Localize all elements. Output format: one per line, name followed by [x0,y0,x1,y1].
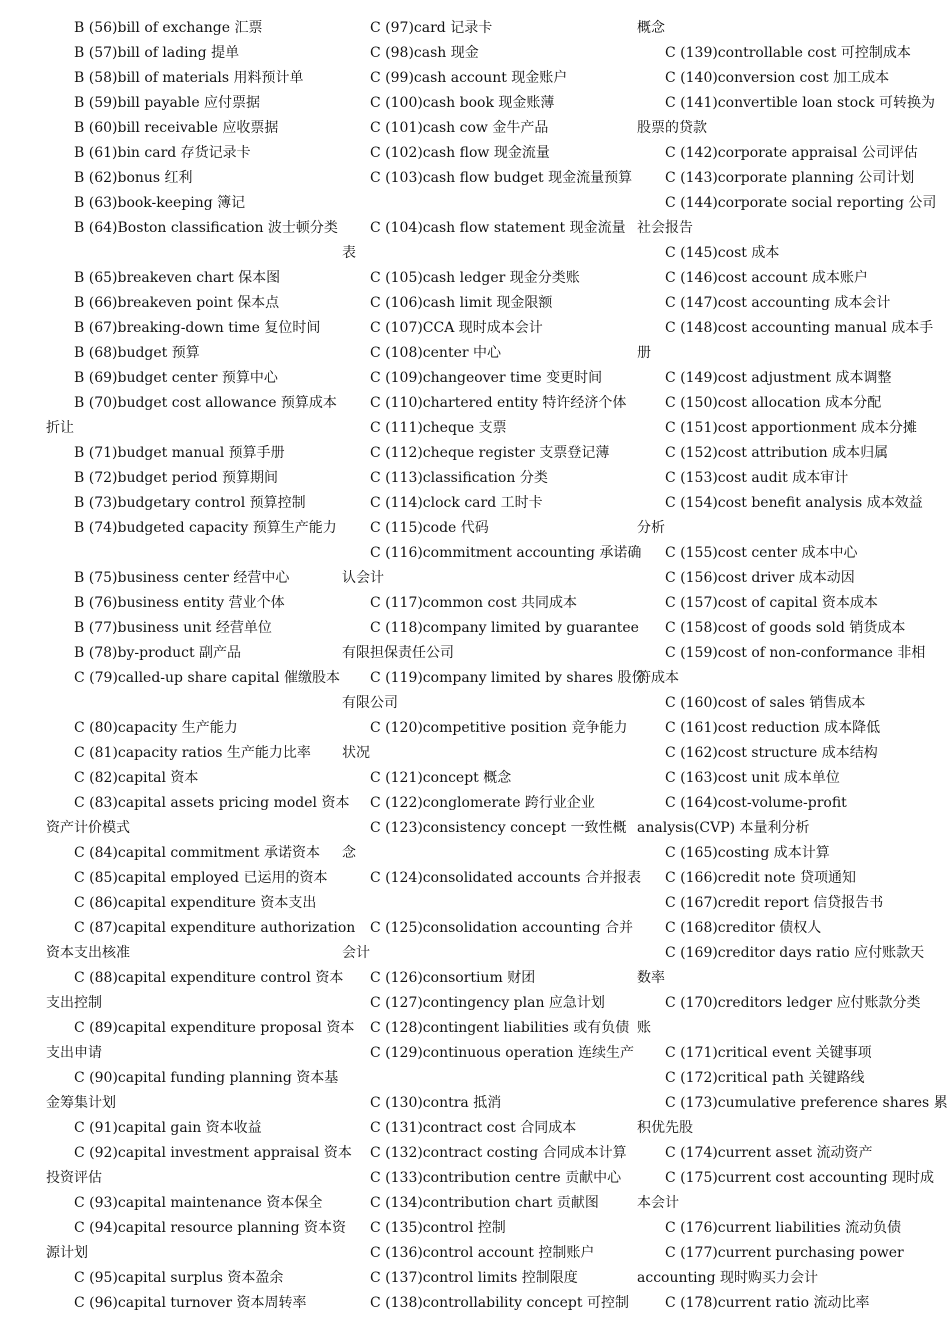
glossary-entry: C (134)contribution chart 贡献图 [370,1195,599,1211]
glossary-entry: C (86)capital expenditure 资本支出 [74,895,317,911]
glossary-entry: C (168)creditor 债权人 [665,920,822,936]
glossary-entry: C (176)current liabilities 流动负债 [665,1220,902,1236]
glossary-column-3 [637,16,948,1316]
glossary-entry: C (170)creditors ledger 应付账款分类 [665,995,921,1011]
glossary-entry: C (123)consistency concept 一致性概 [370,820,627,836]
glossary-entry: C (158)cost of goods sold 销货成本 [665,620,906,636]
glossary-entry: B (66)breakeven point 保本点 [74,295,280,311]
glossary-entry: C (109)changeover time 变更时间 [370,370,603,386]
glossary-entry: C (104)cash flow statement 现金流量 [370,220,626,236]
glossary-entry: C (131)contract cost 合同成本 [370,1120,577,1136]
glossary-entry: B (73)budgetary control 预算控制 [74,495,306,511]
glossary-entry: C (102)cash flow 现金流量 [370,145,550,161]
glossary-entry: C (127)contingency plan 应急计划 [370,995,605,1011]
glossary-entry: C (169)creditor days ratio 应付账款天 [665,945,925,961]
glossary-entry-continuation: 念 [342,845,356,861]
glossary-entry: C (147)cost accounting 成本会计 [665,295,891,311]
glossary-entry: C (97)card 记录卡 [370,20,493,36]
glossary-entry: B (72)budget period 预算期间 [74,470,278,486]
glossary-entry: C (128)contingent liabilities 或有负债 [370,1020,630,1036]
glossary-entry-continuation: 股票的贷款 [637,120,707,136]
glossary-entry: C (172)critical path 关键路线 [665,1070,865,1086]
glossary-entry: C (135)control 控制 [370,1220,506,1236]
glossary-entry: C (164)cost-volume-profit [665,795,847,811]
glossary-entry: C (149)cost adjustment 成本调整 [665,370,892,386]
glossary-entry: B (57)bill of lading 提单 [74,45,240,61]
glossary-entry: C (125)consolidation accounting 合并 [370,920,633,936]
glossary-entry: C (96)capital turnover 资本周转率 [74,1295,307,1311]
glossary-entry: C (111)cheque 支票 [370,420,507,436]
glossary-entry: C (117)common cost 共同成本 [370,595,578,611]
glossary-entry: C (145)cost 成本 [665,245,780,261]
glossary-entry: C (144)corporate social reporting 公司 [665,195,937,211]
glossary-entry: C (87)capital expenditure authorization [74,920,356,936]
glossary-entry: C (138)controllability concept 可控制 [370,1295,629,1311]
glossary-entry: C (107)CCA 现时成本会计 [370,320,543,336]
glossary-entry: C (157)cost of capital 资本成本 [665,595,878,611]
glossary-entry: C (163)cost unit 成本单位 [665,770,840,786]
glossary-entry: C (80)capacity 生产能力 [74,720,238,736]
glossary-entry: B (56)bill of exchange 汇票 [74,20,263,36]
glossary-entry-continuation: 表 [342,245,356,261]
glossary-entry: C (124)consolidated accounts 合并报表 [370,870,642,886]
glossary-entry-continuation: 投资评估 [46,1170,102,1186]
glossary-entry: C (116)commitment accounting 承诺确 [370,545,642,561]
glossary-column-2 [342,16,646,1316]
blank-line [342,191,604,216]
glossary-entry: C (99)cash account 现金账户 [370,70,568,86]
glossary-entry: C (103)cash flow budget 现金流量预算 [370,170,633,186]
glossary-entry: C (148)cost accounting manual 成本手 [665,320,934,336]
glossary-entry: C (120)competitive position 竞争能力 [370,720,628,736]
glossary-entry: C (132)contract costing 合同成本计算 [370,1145,627,1161]
glossary-entry: C (141)convertible loan stock 可转换为 [665,95,935,111]
glossary-entry: C (175)current cost accounting 现时成 [665,1170,934,1186]
glossary-entry-continuation: 数率 [637,970,665,986]
glossary-entry: C (156)cost driver 成本动因 [665,570,855,586]
glossary-entry: B (76)business entity 营业个体 [74,595,285,611]
glossary-entry: C (105)cash ledger 现金分类账 [370,270,580,286]
glossary-entry-continuation: 会计 [342,945,370,961]
glossary-entry: B (69)budget center 预算中心 [74,370,278,386]
glossary-entry: C (84)capital commitment 承诺资本 [74,845,321,861]
glossary-entry: B (59)bill payable 应付票据 [74,95,261,111]
glossary-entry: C (153)cost audit 成本审计 [665,470,849,486]
glossary-entry: C (173)cumulative preference shares 累 [665,1095,948,1111]
glossary-entry: B (71)budget manual 预算手册 [74,445,285,461]
glossary-entry: B (75)business center 经营中心 [74,570,290,586]
glossary-entry: C (98)cash 现金 [370,45,479,61]
glossary-entry: C (100)cash book 现金账薄 [370,95,555,111]
glossary-entry: C (118)company limited by guarantee [370,620,639,636]
glossary-entry: B (63)book-keeping 簿记 [74,195,246,211]
glossary-entry: C (160)cost of sales 销售成本 [665,695,866,711]
glossary-entry: C (152)cost attribution 成本归属 [665,445,889,461]
glossary-entry: C (89)capital expenditure proposal 资本 [74,1020,355,1036]
glossary-entry: C (162)cost structure 成本结构 [665,745,878,761]
glossary-entry: C (121)concept 概念 [370,770,512,786]
glossary-entry-continuation: 资本支出核准 [46,945,130,961]
glossary-entry-continuation: 资产计价模式 [46,820,130,836]
glossary-entry: B (61)bin card 存货记录卡 [74,145,251,161]
glossary-entry-continuation: 积优先股 [637,1120,693,1136]
glossary-entry: C (178)current ratio 流动比率 [665,1295,870,1311]
glossary-entry: C (81)capacity ratios 生产能力比率 [74,745,311,761]
glossary-entry: C (140)conversion cost 加工成本 [665,70,890,86]
glossary-entry: C (93)capital maintenance 资本保全 [74,1195,323,1211]
glossary-entry: C (114)clock card 工时卡 [370,495,543,511]
glossary-entry: C (126)consortium 财团 [370,970,536,986]
glossary-entry: B (58)bill of materials 用料预计单 [74,70,304,86]
glossary-entry: B (64)Boston classification 波士顿分类 [74,220,338,236]
glossary-entry: B (70)budget cost allowance 预算成本 [74,395,337,411]
glossary-entry: C (82)capital 资本 [74,770,199,786]
glossary-entry: C (119)company limited by shares 股份 [370,670,646,686]
glossary-entry: C (142)corporate appraisal 公司评估 [665,145,918,161]
glossary-entry: C (161)cost reduction 成本降低 [665,720,881,736]
glossary-entry: C (79)called-up share capital 催缴股本 [74,670,340,686]
glossary-entry: B (67)breaking-down time 复位时间 [74,320,321,336]
glossary-entry: C (101)cash cow 金牛产品 [370,120,549,136]
glossary-entry: C (137)control limits 控制限度 [370,1270,578,1286]
glossary-entry-continuation: 符成本 [637,670,679,686]
glossary-entry: C (110)chartered entity 特许经济个体 [370,395,627,411]
glossary-entry-continuation: 账 [637,1020,651,1036]
glossary-entry: C (106)cash limit 现金限额 [370,295,553,311]
blank-line [46,691,308,716]
glossary-entry: C (88)capital expenditure control 资本 [74,970,344,986]
glossary-entry-continuation: 有限担保责任公司 [342,645,454,661]
glossary-entry: C (92)capital investment appraisal 资本 [74,1145,352,1161]
glossary-entry: C (85)capital employed 已运用的资本 [74,870,328,886]
glossary-entry: C (177)current purchasing power [665,1245,904,1261]
glossary-entry-continuation: 金筹集计划 [46,1095,116,1111]
glossary-entry-continuation: accounting 现时购买力会计 [637,1270,819,1286]
glossary-entry: C (108)center 中心 [370,345,502,361]
glossary-entry: B (60)bill receivable 应收票据 [74,120,279,136]
glossary-entry-continuation: 本会计 [637,1195,679,1211]
glossary-entry-continuation: 状况 [342,745,370,761]
glossary-entry: C (146)cost account 成本账户 [665,270,868,286]
glossary-entry: C (136)control account 控制账户 [370,1245,595,1261]
glossary-entry: C (115)code 代码 [370,520,489,536]
glossary-entry: B (68)budget 预算 [74,345,200,361]
glossary-entry: C (165)costing 成本计算 [665,845,830,861]
glossary-entry: C (166)credit note 贷项通知 [665,870,856,886]
glossary-entry-continuation: 概念 [637,20,665,36]
glossary-entry: C (94)capital resource planning 资本资 [74,1220,347,1236]
glossary-entry: B (77)business unit 经营单位 [74,620,272,636]
glossary-entry: C (150)cost allocation 成本分配 [665,395,882,411]
glossary-entry: B (74)budgeted capacity 预算生产能力 [74,520,337,536]
glossary-entry-continuation: analysis(CVP) 本量利分析 [637,820,810,836]
glossary-entry: C (151)cost apportionment 成本分摊 [665,420,917,436]
glossary-entry: C (155)cost center 成本中心 [665,545,858,561]
glossary-entry: B (65)breakeven chart 保本图 [74,270,281,286]
glossary-entry-continuation: 有限公司 [342,695,398,711]
glossary-entry: C (83)capital assets pricing model 资本 [74,795,350,811]
glossary-entry-continuation: 源计划 [46,1245,88,1261]
blank-line [342,891,604,916]
glossary-entry: C (154)cost benefit analysis 成本效益 [665,495,923,511]
glossary-entry: C (139)controllable cost 可控制成本 [665,45,911,61]
glossary-entry: C (129)continuous operation 连续生产 [370,1045,635,1061]
glossary-entry: C (174)current asset 流动资产 [665,1145,873,1161]
glossary-entry: C (143)corporate planning 公司计划 [665,170,915,186]
glossary-entry: C (112)cheque register 支票登记薄 [370,445,610,461]
glossary-entry: C (95)capital surplus 资本盈余 [74,1270,284,1286]
glossary-entry: C (91)capital gain 资本收益 [74,1120,262,1136]
glossary-entry: C (90)capital funding planning 资本基 [74,1070,339,1086]
glossary-entry: B (78)by-product 副产品 [74,645,242,661]
blank-line [46,541,308,566]
blank-line [342,1066,604,1091]
glossary-entry-continuation: 社会报告 [637,220,693,236]
glossary-entry: B (62)bonus 红利 [74,170,193,186]
glossary-entry-continuation: 册 [637,345,651,361]
glossary-entry-continuation: 分析 [637,520,665,536]
glossary-entry: C (167)credit report 信贷报告书 [665,895,884,911]
glossary-entry: C (130)contra 抵消 [370,1095,502,1111]
glossary-entry-continuation: 支出控制 [46,995,102,1011]
glossary-entry-continuation: 支出申请 [46,1045,102,1061]
glossary-entry: C (122)conglomerate 跨行业企业 [370,795,595,811]
glossary-entry: C (171)critical event 关键事项 [665,1045,872,1061]
glossary-entry-continuation: 折让 [46,420,74,436]
glossary-entry-continuation: 认会计 [342,570,384,586]
glossary-entry: C (159)cost of non-conformance 非相 [665,645,926,661]
blank-line [46,241,308,266]
glossary-entry: C (113)classification 分类 [370,470,548,486]
glossary-entry: C (133)contribution centre 贡献中心 [370,1170,622,1186]
